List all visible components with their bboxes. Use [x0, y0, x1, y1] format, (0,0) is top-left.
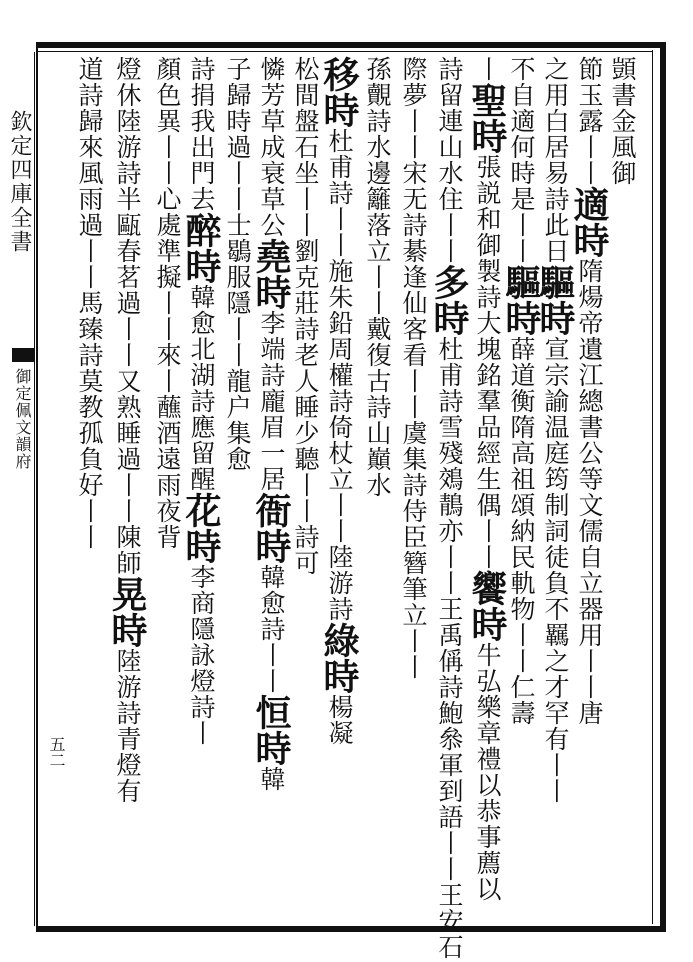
- text-segment: 詩留連山水住丨丨: [435, 56, 464, 264]
- headword: 恒時: [250, 694, 292, 766]
- text-column: [428, 56, 470, 960]
- text-column: [150, 56, 184, 918]
- text-segment: 韓愈詩丨丨: [257, 564, 286, 694]
- headword: 堯時: [250, 238, 292, 310]
- text-column: [250, 56, 292, 918]
- text-segment: 李端詩龐眉一居: [257, 310, 286, 492]
- frame-inner-top-line: [36, 51, 652, 52]
- headword: 衙時: [250, 492, 292, 564]
- headword: 多時: [428, 264, 470, 336]
- headword: 饗時: [466, 570, 508, 642]
- text-segment: 愈: [223, 446, 252, 472]
- text-column: [288, 56, 322, 918]
- fish-tail-mark: [12, 348, 34, 362]
- text-segment: 楊凝: [325, 694, 354, 746]
- text-column: [318, 56, 360, 918]
- headword: 驅時: [500, 264, 542, 336]
- text-segment: 韓愈北湖詩應留醒: [187, 284, 216, 492]
- book-subtitle: 御定佩文韻府: [13, 368, 32, 470]
- text-segment: 之用白居易詩此日: [541, 56, 570, 264]
- text-segment: 杜甫詩雪殘鵁鶄亦丨丨王禹偁詩鮑叅軍到語丨丨王安石: [435, 336, 464, 960]
- text-segment: 子歸時過丨丨: [223, 56, 252, 212]
- frame-bottom-border: [36, 926, 666, 932]
- page-number: 五二: [47, 736, 66, 768]
- text-column: [568, 56, 610, 918]
- text-segment: 詩可: [291, 524, 320, 576]
- text-segment: 顏色異丨丨: [153, 56, 182, 186]
- text-segment: 丨: [473, 56, 502, 82]
- text-segment: 燈休陸游詩半甌春茗過丨丨又熟睡過丨丨陳師: [113, 56, 142, 576]
- text-column: [220, 56, 254, 918]
- text-segment: 道詩歸來風雨過丨丨馬臻詩莫教孤負好丨丨: [75, 56, 104, 550]
- frame-top-border: [36, 42, 666, 48]
- frame-right-border: [660, 42, 666, 932]
- text-segment: 詩捐我出門去: [187, 56, 216, 212]
- book-title: 欽定四庫全書: [7, 110, 32, 254]
- text-segment: 隋煬帝遺江總書公等文儒自立器用丨丨唐: [575, 258, 604, 726]
- text-segment: 薛道衡隋高祖頌納民軌物丨丨仁壽: [507, 336, 536, 726]
- text-segment: 李商隱詠燈詩丨: [187, 564, 216, 746]
- text-segment: 顗書金風御: [608, 56, 637, 186]
- text-column: [500, 56, 542, 918]
- text-segment: 杜甫詩丨丨施朱鉛周權詩倚杖立丨丨陸游詩: [325, 128, 354, 622]
- headword: 驅時: [534, 264, 576, 336]
- text-column: [534, 56, 576, 918]
- text-segment: 陸游詩青燈有: [113, 648, 142, 804]
- text-column: [396, 56, 430, 918]
- text-column: [180, 56, 222, 918]
- headword: 醉時: [180, 212, 222, 284]
- headword: 移時: [318, 56, 360, 128]
- text-segment: 宣宗諭温庭筠制詞徒負不羈之才罕有丨丨: [541, 336, 570, 804]
- text-column: [466, 56, 508, 918]
- text-segment: 士鶡服隱丨丨龍户集: [223, 212, 252, 446]
- text-segment: 憐芳草成衰草公: [257, 56, 286, 238]
- frame-inner-right-line: [652, 50, 653, 924]
- text-segment: 孫覿詩水邊籬落立丨丨戴復古詩山巔水: [363, 56, 392, 498]
- headword: 晃時: [106, 576, 148, 648]
- text-column: [605, 56, 639, 918]
- margin-divider: [34, 52, 35, 926]
- text-column: [106, 56, 148, 918]
- text-segment: 不自適何時是丨丨: [507, 56, 536, 264]
- text-column: [72, 56, 106, 918]
- text-segment: 松間盤石坐丨丨劉克莊詩老人睡少聽丨丨: [291, 56, 320, 524]
- headword: 花時: [180, 492, 222, 564]
- text-segment: 際夢丨丨宋无詩綦逢仙客看丨丨虞集詩侍臣簪筆立丨丨: [399, 56, 428, 680]
- headword: 綠時: [318, 622, 360, 694]
- headword: 適時: [568, 186, 610, 258]
- text-segment: 牛弘樂章禮以恭事薦以: [473, 642, 502, 902]
- text-segment: 韓: [257, 766, 286, 792]
- text-segment: 丨蘸酒遠雨夜背: [153, 368, 182, 550]
- text-segment: 張説和御製詩大塊銘羣品經生偶丨丨: [473, 154, 502, 570]
- text-column: [360, 56, 394, 918]
- text-segment: 心處準擬丨丨來: [153, 186, 182, 368]
- text-segment: 節玉露丨丨: [575, 56, 604, 186]
- headword: 聖時: [466, 82, 508, 154]
